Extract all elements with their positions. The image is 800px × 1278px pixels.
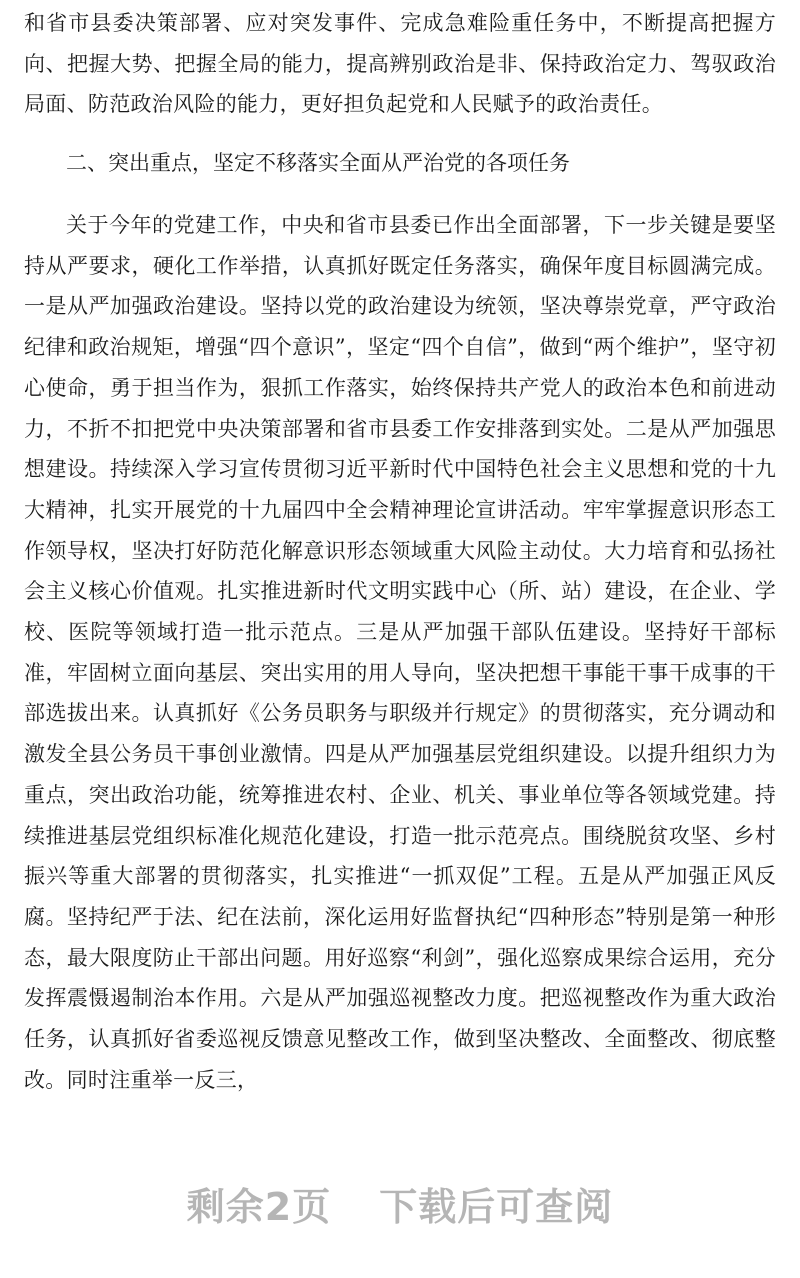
remaining-pages-label: 剩余2页 bbox=[186, 1185, 332, 1229]
paragraph-main: 关于今年的党建工作，中央和省市县委已作出全面部署，下一步关键是要坚持从严要求，硬化工作举措，认真抓好既定任务落实，确保年度目标圆满完成。一是从严加强政治建设。坚持以党的政治建设为统领，坚决尊崇党章，严守政治纪律和政治规矩，增强“四个意识”，坚定“四个自信”，做到“两个维护”，坚守初心使命，勇于担当作为，狠抓工作落实，始终保持共产党人的政治本色和前进动力，不折不扣把党中央决策部署和省市县委工作安排落到实处。二是从严加强思想建设。持续深入学习宣传贯彻习近平新时代中国特色社会主义思想和党的十九大精神，扎实开展党的十九届四中全会精神理论宣讲活动。牢牢掌握意识形态工作领导权，坚决打好防范化解意识形态领域重大风险主动仗。大力培育和弘扬社会主义核心价值观。扎实推进新时代文明实践中心（所、站）建设，在企业、学校、医院等领域打造一批示范点。三是从严加强干部队伍建设。坚持好干部标准，牢固树立面向基层、突出实用的用人导向，坚决把想干事能干事干成事的干部选拔出来。认真抓好《公务员职务与职级并行规定》的贯彻落实，充分调动和激发全县公务员干事创业激情。四是从严加强基层党组织建设。以提升组织力为重点，突出政治功能，统筹推进农村、企业、机关、事业单位等各领域党建。持续推进基层党组织标准化规范化建设，打造一批示范亮点。围绕脱贫攻坚、乡村振兴等重大部署的贯彻落实，扎实推进“一抓双促”工程。五是从严加强正风反腐。坚持纪严于法、纪在法前，深化运用好监督执纪“四种形态”特别是第一种形态，最大限度防止干部出问题。用好巡察“利剑”，强化巡察成果综合运用，充分发挥震慑遏制治本作用。六是从严加强巡视整改力度。把巡视整改作为重大政治任务，认真抓好省委巡视反馈意见整改工作，做到坚决整改、全面整改、彻底整改。同时注重举一反三， bbox=[24, 213, 776, 1092]
download-prompt-label: 下载后可查阅 bbox=[379, 1185, 614, 1229]
download-banner[interactable] bbox=[0, 1176, 800, 1231]
paragraph-continued: 和省市县委决策部署、应对突发事件、完成急难险重任务中，不断提高把握方向、把握大势、把握全局的能力，提高辨别政治是非、保持政治定力、驾驭政治局面、防范政治风险的能力，更好担负起党和人民赋予的政治责任。 bbox=[24, 11, 776, 117]
section-heading: 二、突出重点，坚定不移落实全面从严治党的各项任务 bbox=[66, 151, 570, 175]
